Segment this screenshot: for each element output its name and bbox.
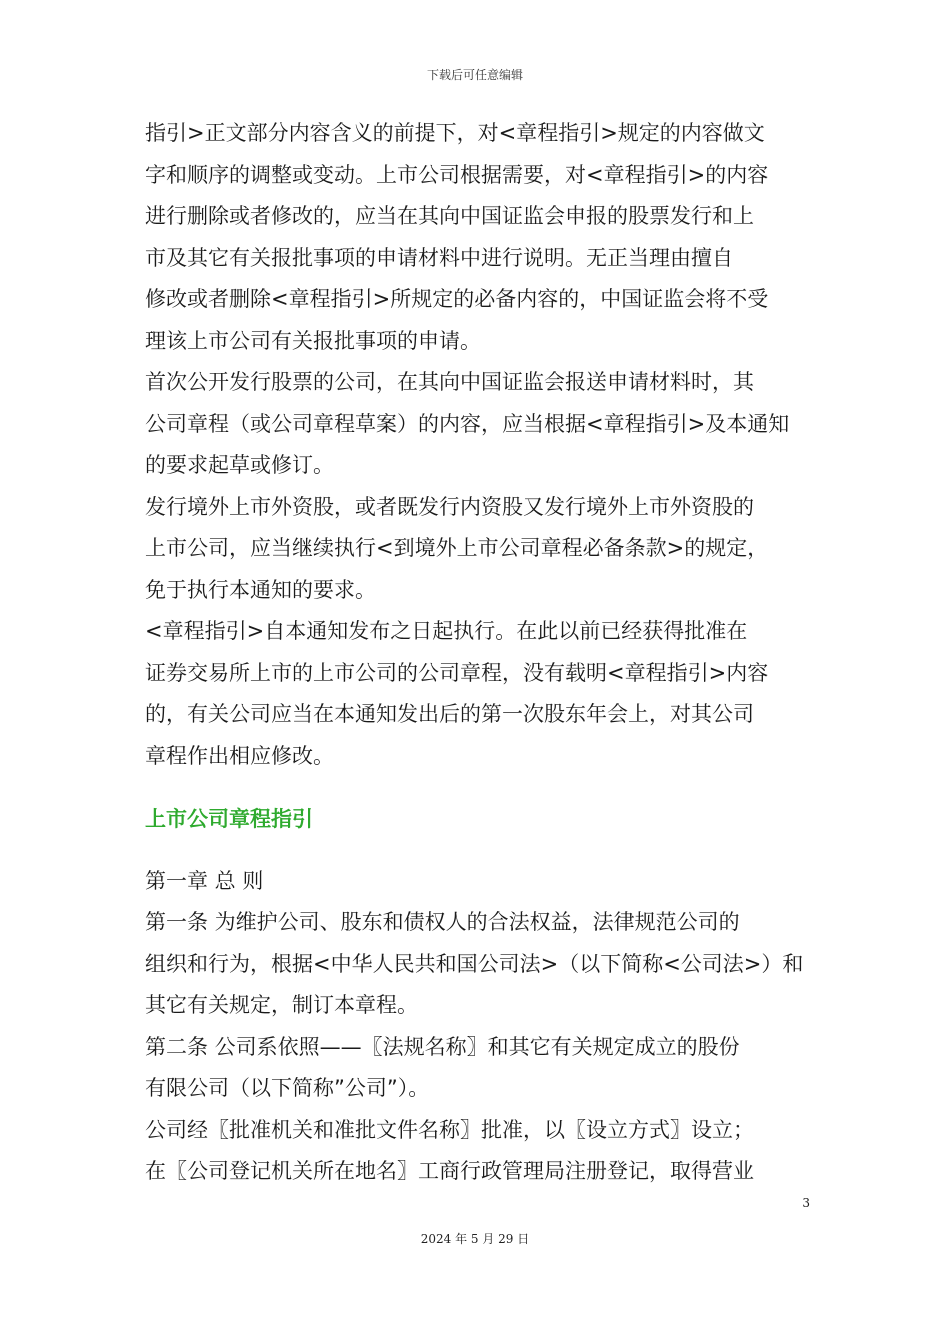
text-line: 市及其它有关报批事项的申请材料中进行说明。无正当理由擅自 [145,245,733,270]
paragraph [145,362,810,487]
footer-date: 2024 年 5 月 29 日 [420,1232,530,1246]
paragraph [145,861,810,903]
text-line: 指引>正文部分内容含义的前提下，对<章程指引>规定的内容做文 [145,121,765,145]
text-line: 章程作出相应修改。 [145,743,334,768]
text-line: <章程指引>自本通知发布之日起执行。在此以前已经获得批准在 [145,619,748,643]
text-line: 的，有关公司应当在本通知发出后的第一次股东年会上，对其公司 [145,702,754,726]
paragraph [145,611,810,777]
text-line: 其它有关规定，制订本章程。 [145,993,418,1017]
text-line: 在〖公司登记机关所在地名〗工商行政管理局注册登记，取得营业 [145,1159,754,1183]
text-line: 首次公开发行股票的公司，在其向中国证监会报送申请材料时，其 [145,370,754,394]
text-line: 字和顺序的调整或变动。上市公司根据需要，对<章程指引>的内容 [145,162,769,187]
paragraph [145,902,810,1027]
paragraph [145,113,810,362]
text-line: 上市公司，应当继续执行<到境外上市公司章程必备条款>的规定， [145,536,769,560]
text-line: 理该上市公司有关报批事项的申请。 [145,328,481,353]
text-line: 发行境外上市外资股，或者既发行内资股又发行境外上市外资股的 [145,494,754,519]
text-line: 第一章 总 则 [145,868,264,893]
text-line: 组织和行为，根据<中华人民共和国公司法>（以下简称<公司法>）和 [145,951,804,976]
page-number: 3 [802,1196,810,1210]
document-body [145,113,810,1193]
text-line: 进行删除或者修改的，应当在其向中国证监会申报的股票发行和上 [145,204,754,228]
text-line: 证券交易所上市的上市公司的公司章程，没有载明<章程指引>内容 [145,660,769,685]
paragraph [145,1110,810,1193]
page-header: 下载后可任意编辑 [426,68,523,82]
text-line: 第二条 公司系依照——〖法规名称〗和其它有关规定成立的股份 [145,1034,740,1059]
text-line: 公司经〖批准机关和准批文件名称〗批准，以〖设立方式〗设立； [145,1117,754,1142]
paragraph [145,1027,810,1110]
text-line: 有限公司（以下简称”公司”）。 [145,1076,430,1100]
text-line: 第一条 为维护公司、股东和债权人的合法权益，法律规范公司的 [145,910,740,934]
text-line: 公司章程（或公司章程草案）的内容，应当根据<章程指引>及本通知 [145,411,790,436]
text-line: 免于执行本通知的要求。 [145,577,376,602]
text-line: 的要求起草或修订。 [145,453,334,477]
text-line: 修改或者删除<章程指引>所规定的必备内容的，中国证监会将不受 [145,287,769,311]
section-heading: 上市公司章程指引 [145,807,313,831]
paragraph [145,487,810,612]
paragraphs-before-heading [145,113,810,777]
paragraphs-after-heading [145,861,810,1193]
